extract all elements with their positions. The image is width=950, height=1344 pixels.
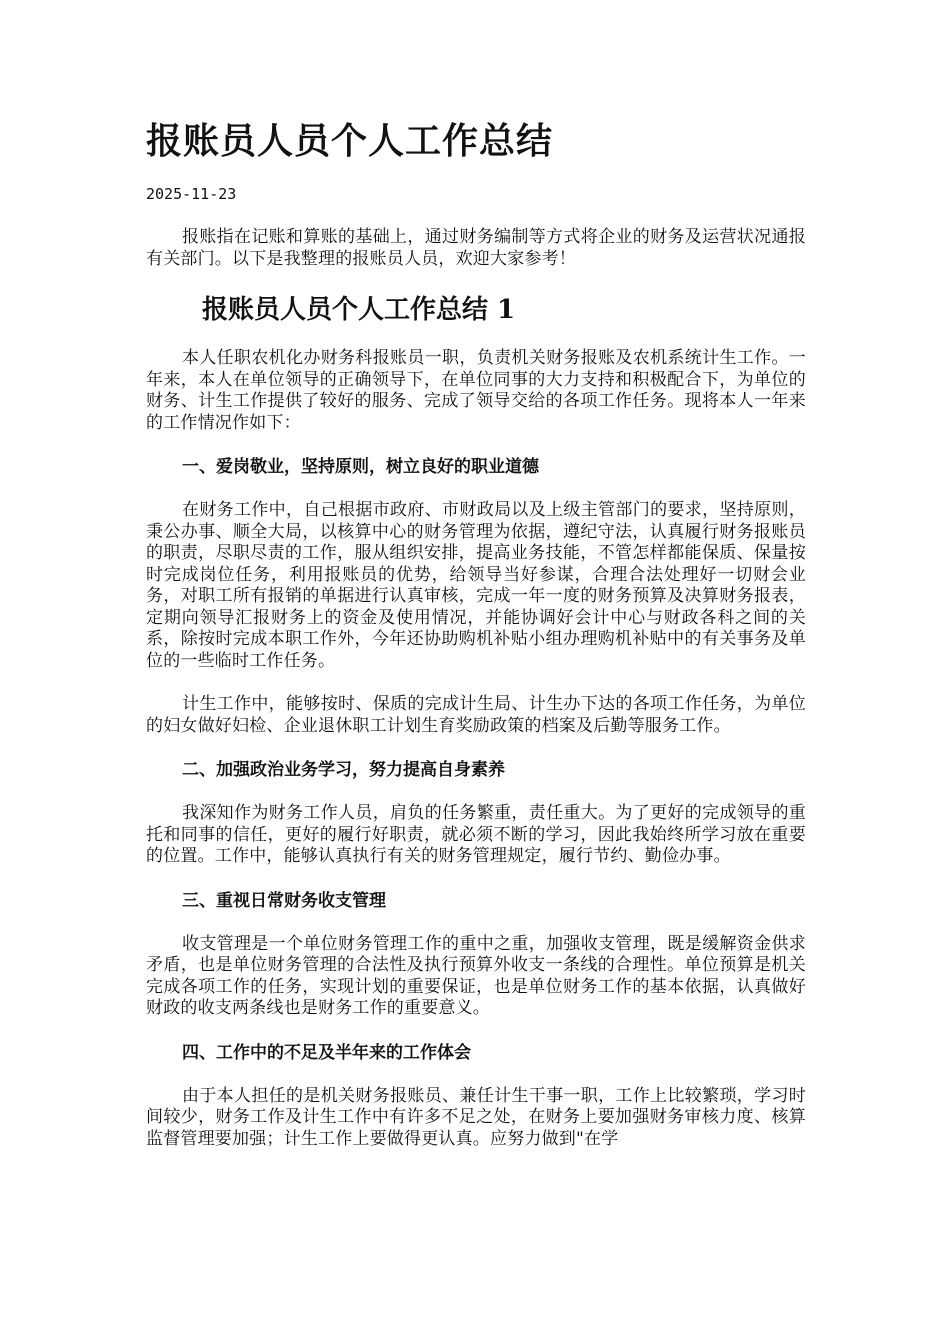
intro-paragraph: 报账指在记账和算账的基础上，通过财务编制等方式将企业的财务及运营状况通报有关部门。以下是我整理的报账员人员，欢迎大家参考！ [146,227,806,269]
section-2-paragraph-1: 我深知作为财务工作人员，肩负的任务繁重，责任重大。为了更好的完成领导的重托和同事的信任，更好的履行好职责，就必须不断的学习，因此我始终所学习放在重要的位置。工作中，能够认真执行有关的财务管理规定，履行节约、勤俭办事。 [146,803,806,866]
document-date: 2025-11-23 [146,185,237,203]
document-title: 报账员人员个人工作总结 [146,120,554,162]
section-heading-4: 四、工作中的不足及半年来的工作体会 [182,1042,471,1063]
section-3-paragraph-1: 收支管理是一个单位财务管理工作的重中之重，加强收支管理，既是缓解资金供求矛盾，也是单位财务管理的合法性及执行预算外收支一条线的合理性。单位预算是机关完成各项工作的任务，实现计划的重要保证，也是单位财务工作的基本依据，认真做好财政的收支两条线也是财务工作的重要意义。 [146,933,806,1018]
section-1-paragraph-1: 在财务工作中，自己根据市政府、市财政局以及上级主管部门的要求，坚持原则，秉公办事、顺全大局，以核算中心的财务管理为依据，遵纪守法，认真履行财务报账员的职责，尽职尽责的工作，服从组织安排，提高业务技能，不管怎样都能保质、保量按时完成岗位任务，利用报账员的优势，给领导当好参谋，合理合法处理好一切财会业务，对职工所有报销的单据进行认真审核，完成一年一度的财务预算及决算财务报表，定期向领导汇报财务上的资金及使用情况，并能协调好会计中心与财政各科之间的关系，除按时完成本职工作外，今年还协助购机补贴小组办理购机补贴中的有关事务及单位的一些临时工作任务。 [146,500,806,671]
section-4-paragraph-1: 由于本人担任的是机关财务报账员、兼任计生干事一职，工作上比较繁琐，学习时间较少，财务工作及计生工作中有许多不足之处，在财务上要加强财务审核力度、核算监督管理要加强；计生工作上要做得更认真。应努力做到"在学 [146,1085,806,1149]
section-heading-1: 一、爱岗敬业，坚持原则，树立良好的职业道德 [182,457,539,477]
document-body [146,227,806,1172]
section-heading-2: 二、加强政治业务学习，努力提高自身素养 [182,760,505,780]
section-1-paragraph-2: 计生工作中，能够按时、保质的完成计生局、计生办下达的各项工作任务，为单位的妇女做好妇检、企业退休职工计划生育奖励政策的档案及后勤等服务工作。 [146,694,806,736]
section-heading-3: 三、重视日常财务收支管理 [182,890,386,911]
section-subtitle: 报账员人员个人工作总结 1 [202,295,516,325]
opening-paragraph: 本人任职农机化办财务科报账员一职，负责机关财务报账及农机系统计生工作。一年来，本人在单位领导的正确领导下，在单位同事的大力支持和积极配合下，为单位的财务、计生工作提供了较好的服务、完成了领导交给的各项工作任务。现将本人一年来的工作情况作如下： [146,348,806,433]
